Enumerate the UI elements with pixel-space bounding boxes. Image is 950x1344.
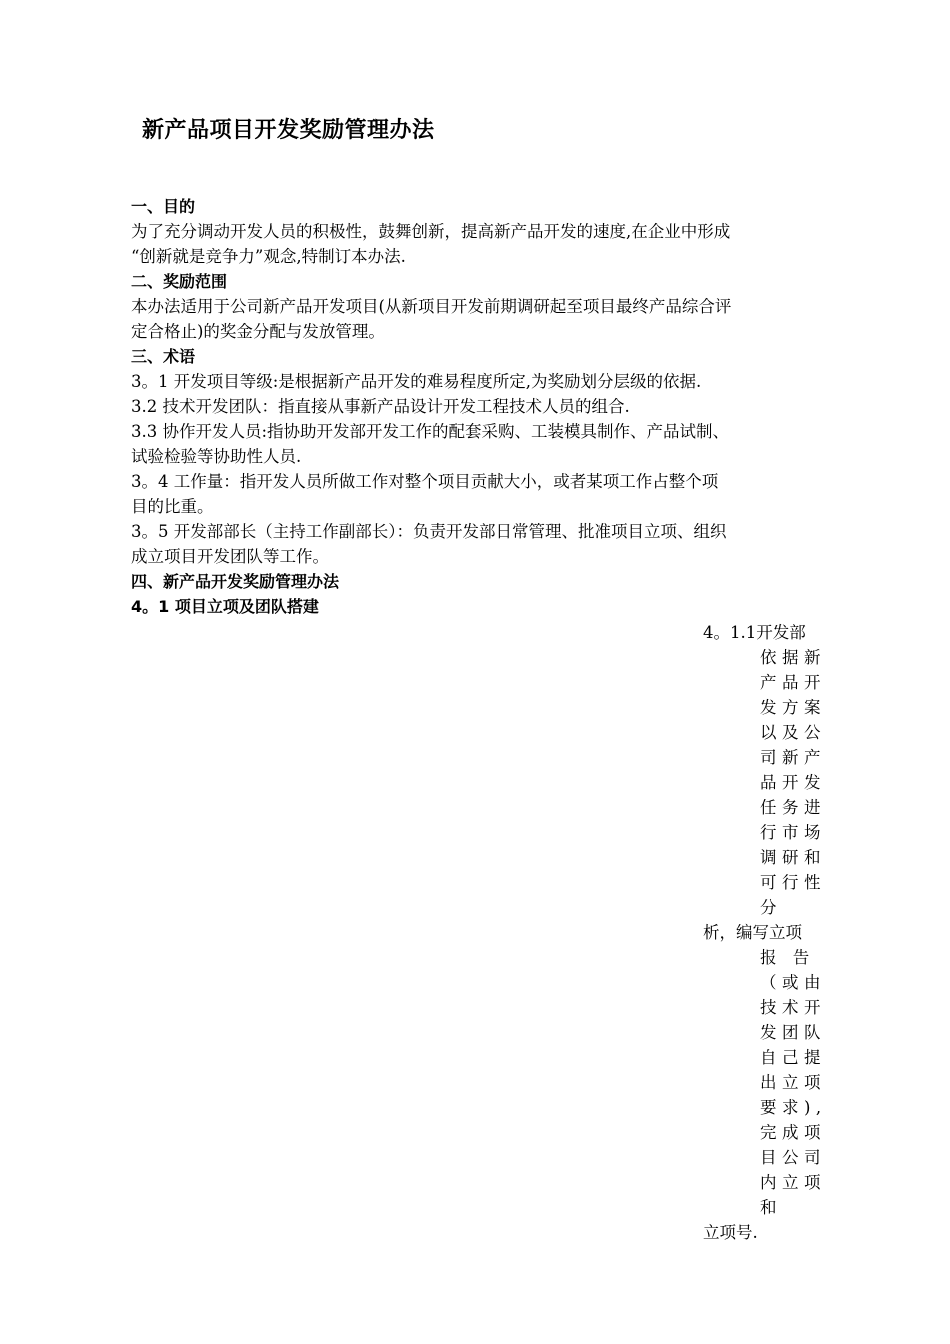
paragraph-line: 3。5 开发部部长（主持工作副部长）：负责开发部日常管理、批准项目立项、组织 — [131, 522, 727, 541]
paragraph-line: 本办法适用于公司新产品开发项目(从新项目开发前期调研起至项目最终产品综合评 — [131, 297, 732, 316]
heading-scope: 二、奖励范围 — [131, 272, 228, 291]
narrow-line: 发方案 — [760, 698, 826, 717]
paragraph-line: 定合格止)的奖金分配与发放管理。 — [131, 322, 385, 341]
narrow-line: 出立项 — [760, 1073, 826, 1092]
narrow-line: 完成项 — [760, 1123, 826, 1142]
narrow-line: 发团队 — [760, 1023, 826, 1042]
narrow-line: 技术开 — [760, 998, 826, 1017]
narrow-line: 分 — [760, 898, 782, 917]
paragraph-line: 3。4 工作量：指开发人员所做工作对整个项目贡献大小，或者某项工作占整个项 — [131, 472, 719, 491]
narrow-line: 4。1.1开发部 — [703, 623, 806, 642]
narrow-column-paragraph — [703, 620, 838, 1245]
narrow-line: 品开发 — [760, 773, 826, 792]
narrow-line: 调研和 — [760, 848, 826, 867]
paragraph-line: 试验检验等协助性人员. — [131, 447, 302, 466]
narrow-line: 内立项 — [760, 1173, 826, 1192]
paragraph-line: “创新就是竞争力”观念,特制订本办法. — [131, 247, 406, 266]
narrow-line: 自己提 — [760, 1048, 826, 1067]
heading-project-setup: 4。1 项目立项及团队搭建 — [131, 597, 319, 616]
heading-method: 四、新产品开发奖励管理办法 — [131, 572, 340, 591]
narrow-line: 目公司 — [760, 1148, 826, 1167]
heading-terms: 三、术语 — [131, 347, 196, 366]
narrow-line: （或由 — [760, 973, 826, 992]
narrow-line: 析，编写立项 — [703, 923, 802, 942]
narrow-line: 司新产 — [760, 748, 826, 767]
paragraph-line: 目的比重。 — [131, 497, 214, 516]
narrow-line: 行市场 — [760, 823, 826, 842]
narrow-line: 依据新 — [760, 648, 826, 667]
narrow-line: 任务进 — [760, 798, 826, 817]
paragraph-line: 3.2 技术开发团队：指直接从事新产品设计开发工程技术人员的组合. — [131, 397, 630, 416]
narrow-line: 和 — [760, 1198, 782, 1217]
narrow-line: 以及公 — [760, 723, 826, 742]
document-title: 新产品项目开发奖励管理办法 — [142, 118, 435, 143]
narrow-line: 要求), — [760, 1098, 827, 1117]
narrow-line: 立项号. — [703, 1223, 758, 1242]
paragraph-line: 3.3 协作开发人员:指协助开发部开发工作的配套采购、工装模具制作、产品试制、 — [131, 422, 730, 441]
heading-purpose: 一、目的 — [131, 197, 196, 216]
narrow-line: 可行性 — [760, 873, 826, 892]
narrow-line: 报 告 — [760, 948, 815, 967]
paragraph-line: 为了充分调动开发人员的积极性，鼓舞创新，提高新产品开发的速度,在企业中形成 — [131, 222, 731, 241]
paragraph-line: 3。1 开发项目等级:是根据新产品开发的难易程度所定,为奖励划分层级的依据. — [131, 372, 702, 391]
paragraph-line: 成立项目开发团队等工作。 — [131, 547, 329, 566]
document-body — [131, 194, 831, 619]
narrow-line: 产品开 — [760, 673, 826, 692]
